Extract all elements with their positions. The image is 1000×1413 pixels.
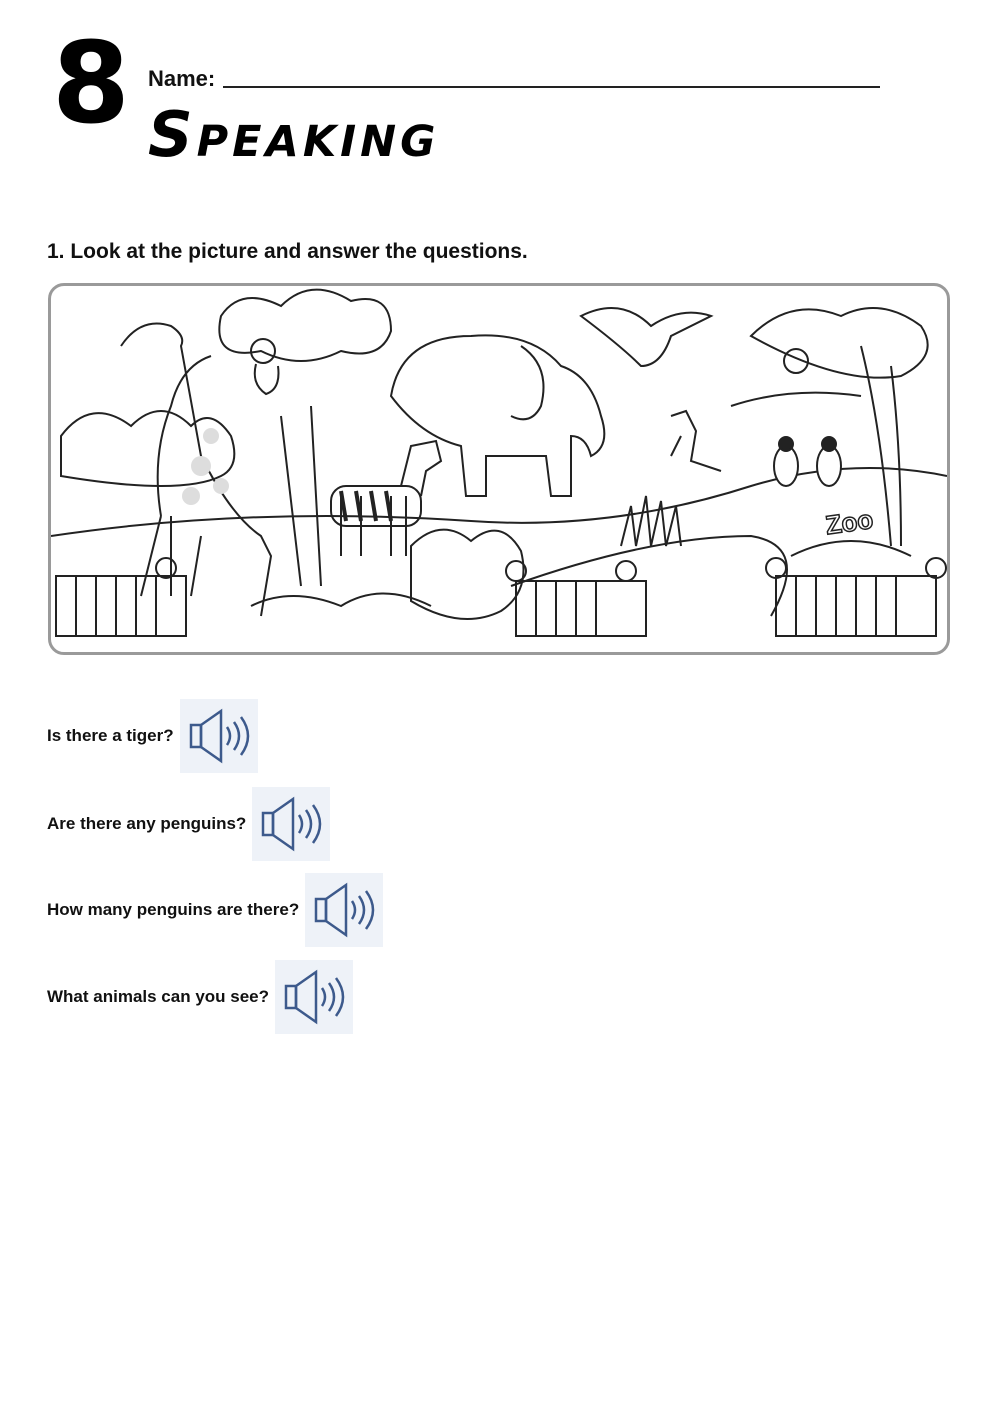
question-text: What animals can you see?: [47, 987, 270, 1006]
kangaroo: [671, 411, 721, 471]
zoo-scene-illustration: [48, 283, 950, 655]
speaker-icon[interactable]: [305, 873, 383, 947]
unit-number: 8: [52, 19, 128, 149]
question-item: [47, 870, 383, 950]
fence-left: [56, 558, 186, 636]
question-item: [47, 784, 330, 864]
speaker-icon[interactable]: [252, 787, 330, 861]
bird: [581, 308, 711, 366]
exercise-instruction: 1. Look at the picture and answer the questions.: [47, 240, 528, 263]
zebra: [331, 441, 441, 556]
question-item: [47, 957, 353, 1037]
tree-left: [281, 406, 321, 586]
name-label: Name:: [148, 66, 216, 91]
name-input-line[interactable]: [223, 85, 880, 88]
zoo-sign: Zoo: [823, 504, 875, 541]
question-item: [47, 696, 258, 776]
section-title: Speaking: [148, 98, 440, 171]
question-text: Is there a tiger?: [47, 726, 174, 745]
name-row: [148, 62, 880, 92]
question-text: How many penguins are there?: [47, 900, 300, 919]
penguins: [774, 437, 841, 486]
bushes: [61, 411, 234, 486]
fence-right: [766, 541, 946, 636]
path-line: [511, 536, 787, 616]
question-text: Are there any penguins?: [47, 814, 247, 833]
speaker-icon[interactable]: [275, 960, 353, 1034]
grass: [621, 496, 681, 546]
speaker-icon[interactable]: [180, 699, 258, 773]
giraffe: [121, 324, 271, 617]
elephant: [391, 335, 604, 496]
fence-middle: [506, 561, 646, 636]
